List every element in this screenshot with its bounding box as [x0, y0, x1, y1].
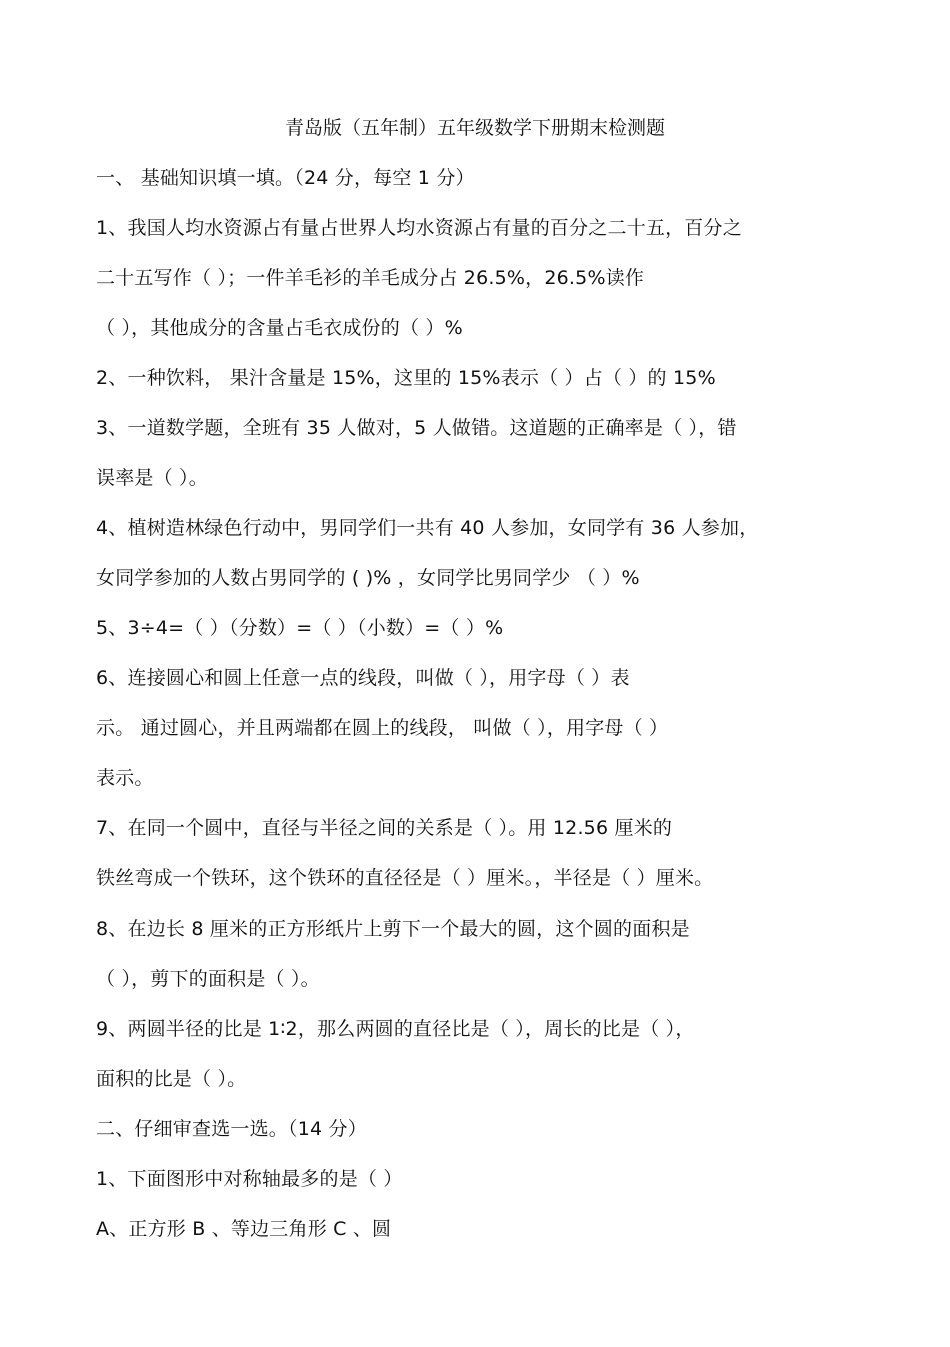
question-line: 6、连接圆心和圆上任意一点的线段，叫做（ ），用字母（ ）表: [96, 667, 630, 689]
section-1-heading: 一、 基础知识填一填。（24 分，每空 1 分）: [96, 167, 475, 189]
section-2-heading: 二、仔细审查选一选。（14 分）: [96, 1118, 367, 1140]
question-line: 7、在同一个圆中，直径与半径之间的关系是（ ）。用 12.56 厘米的: [96, 817, 673, 839]
question-line: 4、植树造林绿色行动中，男同学们一共有 40 人参加，女同学有 36 人参加，: [96, 517, 759, 539]
question-line: 误率是（ ）。: [96, 467, 208, 489]
question-line: 1、下面图形中对称轴最多的是（ ）: [96, 1168, 403, 1190]
question-line: 3、一道数学题，全班有 35 人做对，5 人做错。这道题的正确率是（ ），错: [96, 417, 737, 439]
question-line: 示。 通过圆心，并且两端都在圆上的线段， 叫做（ ），用字母（ ）: [96, 717, 669, 739]
question-line: 二十五写作（ ）；一件羊毛衫的羊毛成分占 26.5%，26.5%读作: [96, 267, 645, 289]
question-line: 面积的比是（ ）。: [96, 1068, 247, 1090]
question-line: 5、3÷4=（ ）（分数）=（ ）（小数）=（ ）%: [96, 617, 504, 639]
question-line: 1、我国人均水资源占有量占世界人均水资源占有量的百分之二十五，百分之: [96, 217, 742, 239]
question-line: （ ），其他成分的含量占毛衣成份的（ ）%: [96, 317, 463, 339]
question-line: 表示。: [96, 767, 154, 789]
question-line: 9、两圆半径的比是 1∶2，那么两圆的直径比是（ ），周长的比是（ ），: [96, 1018, 695, 1040]
question-line: （ ），剪下的面积是（ ）。: [96, 968, 320, 990]
question-line: 铁丝弯成一个铁环，这个铁环的直径径是（ ）厘米。，半径是（ ）厘米。: [96, 867, 714, 889]
question-line: 8、在边长 8 厘米的正方形纸片上剪下一个最大的圆，这个圆的面积是: [96, 918, 690, 940]
answer-options: A、正方形 B 、等边三角形 C 、圆: [96, 1218, 392, 1240]
question-line: 2、一种饮料， 果汁含量是 15%，这里的 15%表示（ ）占（ ）的 15%: [96, 367, 716, 389]
question-line: 女同学参加的人数占男同学的 ( )% ，女同学比男同学少 （ ）%: [96, 567, 640, 589]
page-title: 青岛版（五年制）五年级数学下册期末检测题: [284, 117, 665, 139]
